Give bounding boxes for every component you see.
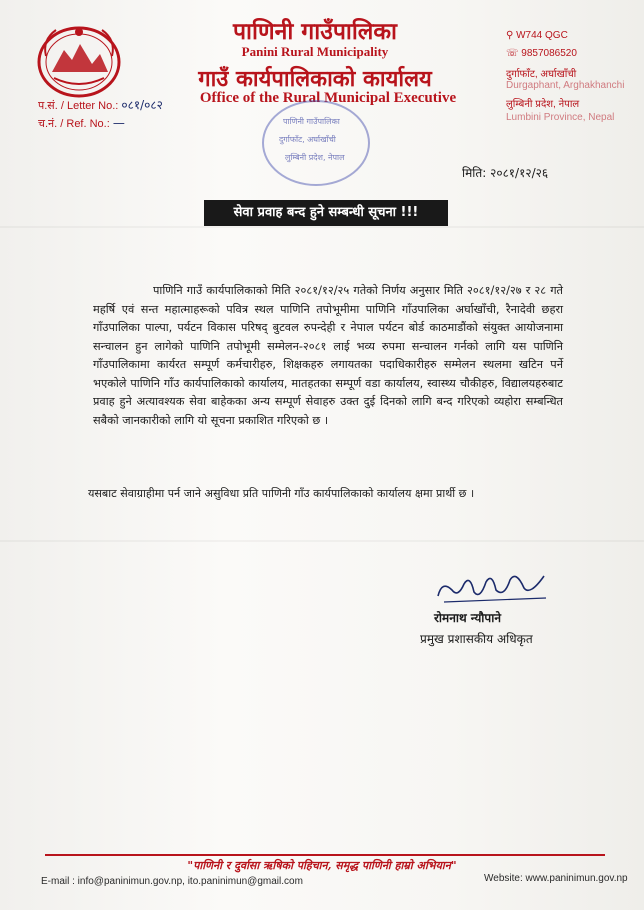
footer-website: Website: www.paninimun.gov.np [484,873,628,884]
stamp-line: पाणिनी गाउँपालिका [283,117,340,126]
municipality-title-nepali: पाणिनी गाउँपालिका [232,18,398,45]
notice-body-text: पाणिनि गाउँ कार्यपालिकाको मिति २०८१/१२/२५ गतेको निर्णय अनुसार मिति २०८१/१२/२७ र २८ गते महर्षि एवं सन्त महात्माहरूको पवित्र स्थल पाणिनि तपोभूमीमा पाणिनि गाँउपालिका अर्घाखाँची, रैनादेवी छहरा गाँउपालिका पाल्पा, पर्यटन विकास परिषद् बुटवल रुपन्देही र नेपाल पर्यटन बोर्ड काठमाडौंको संयुक्त आयोजनामा सन्चालन हुन लागेको पाणिनि तपोभूमी सम्मेलन-२०८१ लाई भव्य रुपमा सन्चालन गर्नको लागि यस पाणिनि गाँउपालिकामा कार्यरत सम्पूर्ण कर्मचारीहरु, शिक्षकहरु लगायतका पदाधिकारीहरु सम्मेलन स्थलमा खटिन पर्ने भएकोले पाणिनि गाँउ कार्यपालिकाको कार्यालय, मातहतका सम्पूर्ण वडा कार्यालय, स्वास्थ्य चौकीहरु, विद्यालयहरुबाट प्रवाह हुने अत्यावश्यक सेवा बाहेकका अन्य सम्पूर्ण सेवाहरु उक्त दुई दिनको लागि बन्द गरिएको व्यहोरा सम्बन्धित सबैको जानकारीको लागि यो सूचना प्रकाशित गरिएको छ । [93,284,563,427]
signatory-name: रोमनाथ न्यौपाने [434,611,501,625]
footer-divider [45,854,605,856]
signature-icon [434,562,554,606]
municipality-title-english: Panini Rural Municipality [241,44,389,59]
notice-closing: यसबाट सेवाग्राहीमा पर्न जाने असुविधा प्रति पाणिनी गाँउ कार्यपालिकाको कार्यालय क्षमा प्रार्थी छ । [88,487,475,500]
paper-fold-line [0,226,644,228]
place-english: Durgaphant, Arghakhanchi [506,80,625,91]
stamp-line: दुर्गाफाँट, अर्घाखाँची [279,135,336,144]
contact-code: ⚲ W744 QGC [506,30,568,41]
notice-date: मिति: २०८१/१२/२६ [462,166,549,180]
signatory-title: प्रमुख प्रशासकीय अधिकृत [420,632,533,646]
province-nepali: लुम्बिनी प्रदेश, नेपाल [506,99,580,110]
letter-number [38,96,163,113]
phone-number: 9857086520 [521,48,577,59]
reference-number [38,116,125,131]
paper-fold-line [0,540,644,542]
reference-number-label: च.नं. / Ref. No.: [38,118,110,130]
province-english: Lumbini Province, Nepal [506,112,615,123]
office-title-english: Office of the Rural Municipal Executive [199,90,457,106]
reference-number-value: — [112,116,125,130]
plus-code: W744 QGC [516,30,568,41]
footer-motto: "पाणिनी र दुर्वासा ऋषिको पहिचान, समृद्ध पाणिनी हाम्रो अभियान" [187,859,457,872]
notice-body [93,282,563,430]
nepal-emblem-icon [34,20,124,100]
stamp-line: लुम्बिनी प्रदेश, नेपाल [285,153,345,162]
letter-number-value: ०८१/०८२ [121,98,163,112]
office-title-nepali: गाउँ कार्यपालिकाको कार्यालय [198,66,432,92]
place-nepali: दुर्गाफाँट, अर्घाखाँची [506,69,577,80]
footer-email: E-mail : info@paninimun.gov.np, ito.paninimun@gmail.com [41,876,303,887]
contact-phone: ☏ 9857086520 [506,48,577,59]
notice-subject: सेवा प्रवाह बन्द हुने सम्बन्धी सूचना !!! [204,200,448,226]
letter-number-label: प.सं. / Letter No.: [38,100,119,112]
